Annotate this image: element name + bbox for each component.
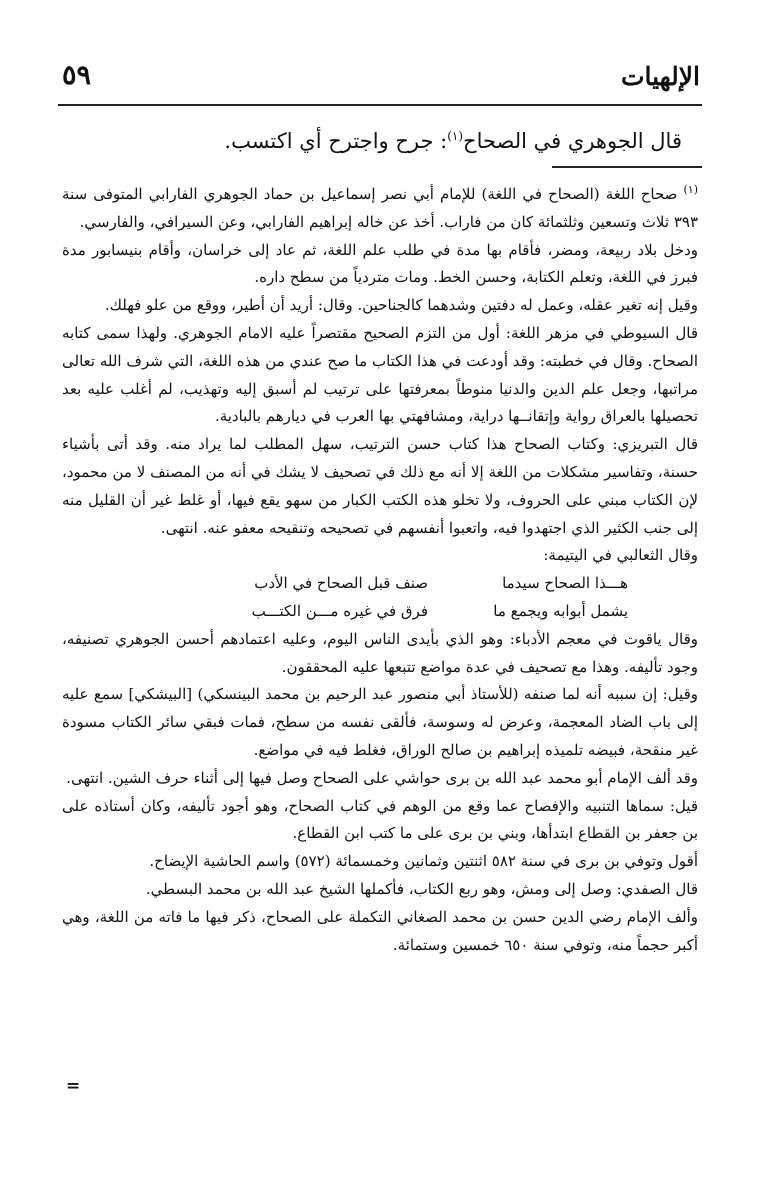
poem-verse-1 [62,570,698,598]
running-title: الإلهيات [620,62,700,91]
main-text-before: قال الجوهري في الصحاح [463,129,682,153]
footnote-paragraph-13: وألف الإمام رضي الدين حسن بن محمد الصغاني التكملة على الصحاح، ذكر فيها ما فاته من اللغة، وهي أكبر حجماً منه، وتوفي سنة ٦٥٠ خمسين وستمائة. [62,907,698,954]
continuation-mark: = [66,1076,81,1096]
footnote-paragraph-12: قال الصفدي: وصل إلى ومش، وهو ربع الكتاب، فأكملها الشيخ عبد الله بن محمد البسطي. [145,879,698,898]
footnote-text: صحاح اللغة (الصحاح في اللغة) للإمام أبي نصر إسماعيل بن حماد الجوهري الفارابي المتوفى سنة ٣٩٣ ثلاث وتسعين وثلثمائة كان من فاراب. أخذ عن خاله إبراهيم الفارابي، وعن السيرافي، والفارسي. [62,185,698,231]
page-header [58,58,700,100]
footnote-paragraph-4: قال السيوطي في مزهر اللغة: أول من التزم الصحيح مقتصراً عليه الامام الجوهري. ولهذا سمى كتابه الصحاح. وقال في خطبته: وقد أودعت في هذا الكتاب ما صح عندي من هذه اللغة، التي شرف الله تعالى مراتبها، وجعل علم الدين والدنيا منوطاً بمعرفتها على ترتيب لم أسبق إليه وتهذيب، لم أغلب عليه بعد تحصيلها بالعراق رواية وإتقانــها دراية، ومشافهتي بها العرب في ديارهم بالبادية. [62,323,698,426]
footnote-separator [552,166,702,168]
verse-hemistich: يشمل أبوابه ويجمع ما [493,601,628,620]
header-rule [58,104,702,106]
footnote-paragraph-8: وقيل: إن سببه أنه لما صنفه (للأستاذ أبي منصور عبد الرحيم بن محمد البينسكي) [البيشكي] سمع عليه إلى باب الضاد المعجمة، وعرض له وسوسة، فألقى نفسه من سطح، فمات فبقي سائر الكتاب مسودة غير منقحة، فبيضه تلميذه إبراهيم بن صالح الوراق، فغلط فيه في مواضع. [62,685,698,759]
footnote-paragraph-11: أقول وتوفي بن برى في سنة ٥٨٢ اثنتين وثمانين وخمسمائة (٥٧٢) واسم الحاشية الإيضاح. [149,852,698,871]
footnote-paragraph-10: قيل: سماها التنبيه والإفصاح عما وقع من الوهم في كتاب الصحاح، وهو أجود تأليفه، وكان أستاذه على بن جعفر بن القطاع ابتدأها، وبني بن برى على ما كتب ابن القطاع. [62,796,698,843]
footnote-paragraph-1 [62,176,698,237]
poem-verse-2 [62,598,698,626]
footnote-paragraph-2: ودخل بلاد ربيعة، ومضر، فأقام بها مدة في طلب علم اللغة، ثم عاد إلى خراسان، وأقام بنيسابور مدة فبرز في اللغة، وتعلم الكتابة، وحسن الخط. ومات متردياً من سطح داره. [62,240,698,287]
verse-hemistich: هـــذا الصحاح سيدما [502,574,628,593]
footnote-paragraph-7: وقال ياقوت في معجم الأدباء: وهو الذي بأيدى الناس اليوم، وعليه اعتمادهم أحسن الجوهري تصنيفه، وجود تأليفه. وهذا مع تصحيف في عدة مواضع تتبعها عليه المحققون. [62,629,698,676]
main-text [140,118,682,159]
footnote-paragraph-9: وقد ألف الإمام أبو محمد عبد الله بن برى حواشي على الصحاح وصل فيها إلى أثناء حرف الشين. انتهى. [66,768,698,787]
footnote-reference: (١) [447,129,464,143]
page-number: ٥٩ [62,60,92,91]
main-text-after: : جرح واجترح أي اكتسب. [224,129,448,153]
footnote-paragraph-3: وقيل إنه تغير عقله، وعمل له دفتين وشدهما كالجناحين. وقال: أريد أن أطير، ووقع من علو فهلك. [104,296,698,315]
verse-hemistich: صنف قبل الصحاح في الأدب [254,574,428,593]
footnote-marker: (١) [683,183,698,196]
footnote-paragraph-6: وقال الثعالبي في اليتيمة: [543,546,698,565]
footnote-paragraph-5: قال التبريزي: وكتاب الصحاح هذا كتاب حسن الترتيب، سهل المطلب لما يراد منه. وقد أتى بأشياء حسنة، وتفاسير مشكلات من اللغة إلا أنه مع ذلك في تصحيف لا يشك في أنه من المصنف لا من محمود، لإن الكتاب مبني على الحروف، ولا تخلو هذه الكتب الكبار من سهو يقع فيها، أو غلط غير أن القليل منه إلى جنب الكثير الذي اجتهدوا فيه، واتعبوا أنفسهم في تصحيحه وتنقيحه معفو عنه. انتهى. [62,435,698,537]
footnotes [62,176,698,959]
verse-hemistich: فرق في غيره مـــن الكتـــب [251,601,428,620]
